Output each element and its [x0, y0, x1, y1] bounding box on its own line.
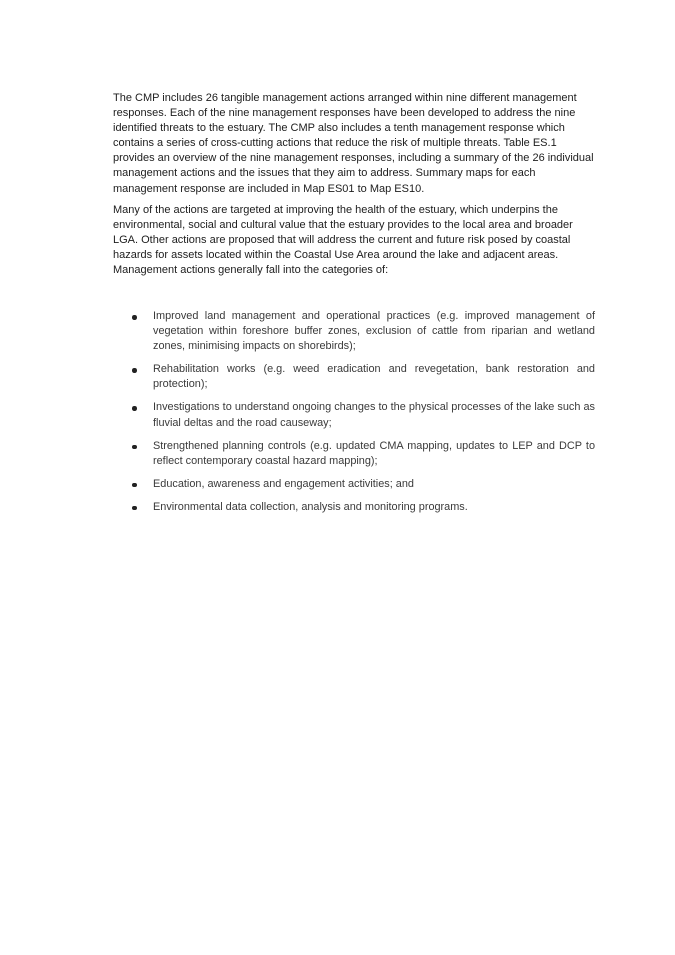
list-item	[130, 477, 595, 492]
bullet-icon	[132, 506, 137, 511]
list-item-text: Investigations to understand ongoing changes to the physical processes of the lake such as fluvial deltas and the road causeway;	[153, 401, 595, 429]
list-item	[130, 400, 595, 430]
management-categories-list	[130, 309, 595, 523]
body-text	[113, 91, 596, 284]
paragraph-actions-intro: Many of the actions are targeted at improving the health of the estuary, which underpins the environmental, social and cultural value that the estuary provides to the local area and broader LGA. Other actions are proposed that will address the current and future risk posed by coastal hazards for assets located within the Coastal Use Area around the lake and adjacent areas. Management actions generally fall into the categories of:	[113, 203, 573, 277]
list-item	[130, 362, 595, 392]
list-item	[130, 500, 595, 515]
bullet-icon	[132, 315, 137, 320]
bullet-icon	[132, 406, 137, 411]
bullet-icon	[132, 483, 137, 488]
list-item-text: Environmental data collection, analysis and monitoring programs.	[153, 500, 468, 513]
list-item-text: Rehabilitation works (e.g. weed eradication and revegetation, bank restoration and protection);	[153, 363, 595, 391]
list-item-text: Strengthened planning controls (e.g. updated CMA mapping, updates to LEP and DCP to reflect contemporary coastal hazard mapping);	[153, 439, 595, 467]
list-item-text: Improved land management and operational practices (e.g. improved management of vegetation within foreshore buffer zones, exclusion of cattle from riparian and wetland zones, minimising impacts on shorebirds);	[153, 310, 595, 353]
list-item-text: Education, awareness and engagement activities; and	[153, 477, 414, 490]
list-item	[130, 309, 595, 354]
paragraph-cmp-overview: The CMP includes 26 tangible management actions arranged within nine different management responses. Each of the nine management responses have been developed to address the nine identified threats to the estuary. The CMP also includes a tenth management response which contains a series of cross-cutting actions that reduce the risk of multiple threats. Table ES.1 provides an overview of the nine management responses, including a summary of the 26 individual management actions and the issues that they aim to address. Summary maps for each management response are included in Map ES01 to Map ES10.	[113, 92, 594, 195]
list-item	[130, 439, 595, 469]
bullet-icon	[132, 445, 137, 450]
bullet-icon	[132, 368, 137, 373]
